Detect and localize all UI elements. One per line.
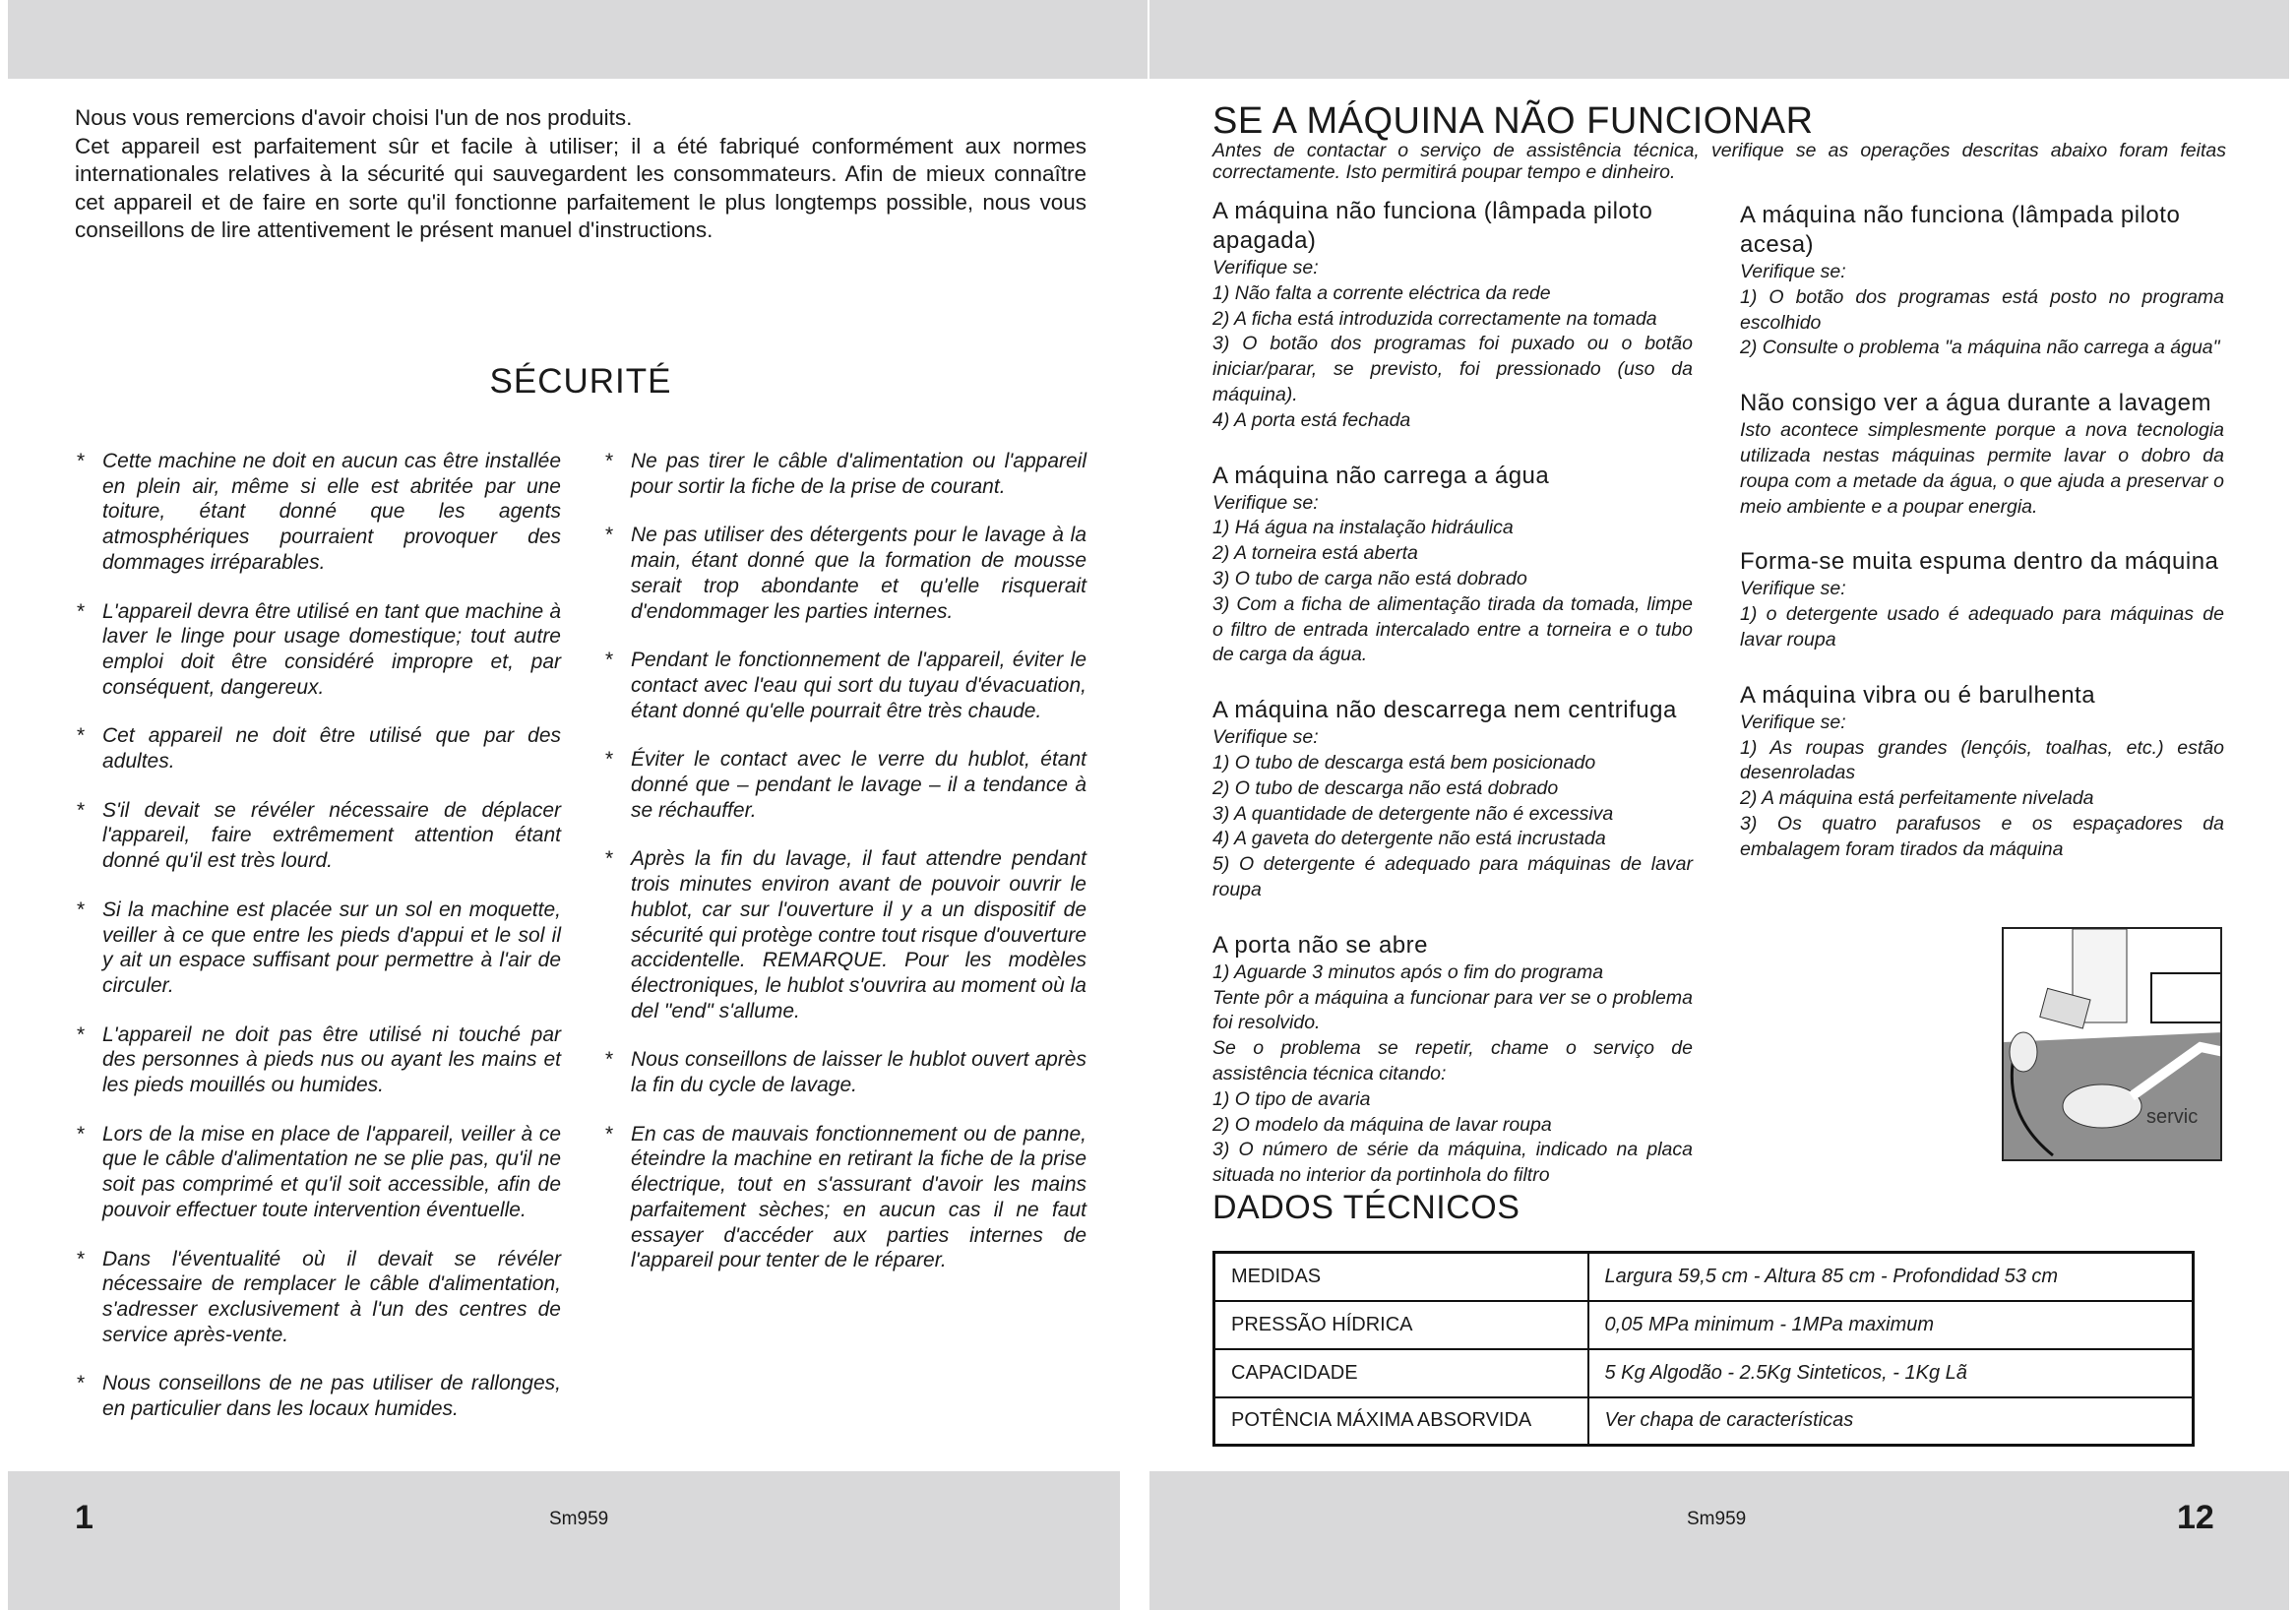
bullet-asterisk: *: [77, 798, 86, 822]
safety-item-text: Après la fin du lavage, il faut attendre pendant trois minutes environ avant de pouvoir ouvrir le hublot, car sur l'ouverture il y a un dispositif de sécurité qui protège contre tout risque d'ouverture accidentelle. REMARQUE. Pour les modèles électroniques, le hublot s'ouvrira au moment où la del "end" s'allume.: [631, 847, 1086, 1022]
tech-row: [1214, 1349, 2194, 1397]
section-line: Isto acontece simplesmente porque a nova tecnologia utilizada nestas máquinas permite lavar o dobro da roupa com a metade da água, o que ajuda a preservar o meio ambiente e a poupar energia.: [1740, 419, 2224, 518]
safety-item: [77, 1371, 561, 1421]
intro-paragraph: Cet appareil est parfaitement sûr et facile à utiliser; il a été fabriqué conformément aux normes internationales relatives à la sécurité qui sauvegardent les consommateurs. Afin de mieux connaître cet appareil et de faire en sorte qu'il fonctionne parfaitement le plus longtemps possible, nous vous conseillons de lire attentivement le présent manuel d'instructions.: [75, 133, 1086, 242]
top-band-left: [8, 0, 1148, 79]
bullet-asterisk: *: [605, 524, 614, 547]
section-line: 4) A gaveta do detergente não está incrustada: [1212, 828, 1606, 850]
troubleshooting-section: [1212, 696, 1693, 903]
intro-line: Nous vous remercions d'avoir choisi l'un de nos produits.: [75, 105, 633, 130]
section-line: Verifique se:: [1212, 491, 1319, 514]
safety-item-text: Éviter le contact avec le verre du hublot, étant donné que – pendant le lavage – il a tendance à se réchauffer.: [631, 748, 1086, 822]
bullet-asterisk: *: [77, 724, 86, 748]
safety-item: [605, 747, 1086, 823]
safety-item-text: Pendant le fonctionnement de l'appareil, éviter le contact avec l'eau qui sort du tuyau d'évacuation, étant donné qu'elle pourrait être très chaude.: [631, 649, 1086, 722]
section-line: 1) o detergente usado é adequado para máquinas de lavar roupa: [1740, 603, 2224, 650]
tech-label: POTÊNCIA MÁXIMA ABSORVIDA: [1214, 1397, 1588, 1446]
safety-column-2: [605, 449, 1086, 1297]
safety-item: [605, 846, 1086, 1023]
section-line: 2) O modelo da máquina de lavar roupa: [1212, 1113, 1552, 1136]
safety-item: [77, 599, 561, 701]
safety-item-text: Nous conseillons de laisser le hublot ouvert après la fin du cycle de lavage.: [631, 1048, 1086, 1097]
bullet-asterisk: *: [77, 1022, 86, 1046]
section-heading: A máquina vibra ou é barulhenta: [1740, 681, 2096, 709]
section-line: 2) A ficha está introduzida correctamente na tomada: [1212, 307, 1657, 330]
intro-text: [75, 104, 1086, 245]
bullet-asterisk: *: [605, 847, 614, 871]
section-line: 2) Consulte o problema "a máquina não carrega a água": [1740, 337, 2220, 359]
section-line: 3) O número de série da máquina, indicado na placa situada no interior da portinhola do filtro: [1212, 1139, 1693, 1187]
illustration-caption: servic: [2146, 1106, 2199, 1128]
bottom-band-right: [1149, 1471, 2289, 1610]
section-heading: A máquina não descarrega nem centrifuga: [1212, 697, 1677, 724]
page-number-left: 1: [75, 1499, 93, 1536]
safety-item-text: Cette machine ne doit en aucun cas être installée en plein air, même si elle est abritée par une toiture, étant donné que les agents atmosphériques pourraient provoquer des dommages irréparables.: [102, 450, 561, 574]
safety-item: [77, 798, 561, 874]
tech-row: [1214, 1397, 2194, 1446]
model-code-right: Sm959: [1687, 1509, 1747, 1529]
tech-data-heading: DADOS TÉCNICOS: [1212, 1189, 1520, 1226]
safety-item-text: L'appareil devra être utilisé en tant que machine à laver le linge pour usage domestique; tout autre emploi doit être considéré impropre et, par conséquent, dangereux.: [102, 599, 561, 699]
bullet-asterisk: *: [77, 1122, 86, 1146]
troubleshooting-intro: Antes de contactar o serviço de assistência técnica, verifique se as operações descritas abaixo foram feitas correctamente. Isto permitirá poupar tempo e dinheiro.: [1212, 140, 2226, 183]
section-line: Verifique se:: [1212, 726, 1319, 749]
tech-row: [1214, 1301, 2194, 1349]
section-line: 1) O tipo de avaria: [1212, 1087, 1371, 1110]
tech-value: 0,05 MPa minimum - 1MPa maximum: [1588, 1301, 2194, 1349]
section-line: 1) O tubo de descarga está bem posicionado: [1212, 751, 1596, 774]
troubleshooting-section: [1740, 389, 2224, 520]
safety-item: [605, 523, 1086, 624]
troubleshooting-section: [1740, 547, 2224, 652]
section-line: 2) A máquina está perfeitamente nivelada: [1740, 787, 2094, 810]
section-heading: Não consigo ver a água durante a lavagem: [1740, 390, 2211, 417]
troubleshooting-section: [1212, 462, 1693, 669]
section-heading: Forma-se muita espuma dentro da máquina: [1740, 548, 2219, 576]
safety-item: [77, 1247, 561, 1348]
section-line: 1) Há água na instalação hidráulica: [1212, 517, 1514, 539]
section-line: 3) O tubo de carga não está dobrado: [1212, 567, 1527, 589]
bullet-asterisk: *: [77, 1372, 86, 1395]
tech-label: MEDIDAS: [1214, 1253, 1588, 1301]
safety-column-1: [77, 449, 561, 1446]
section-line: 1) O botão dos programas está posto no programa escolhido: [1740, 285, 2224, 334]
safety-item-text: Dans l'éventualité où il devait se révéler nécessaire de remplacer le câble d'alimentation, s'adresser exclusivement à l'un des centres de service après-vente.: [102, 1247, 561, 1346]
bullet-asterisk: *: [77, 1247, 86, 1270]
bullet-asterisk: *: [605, 450, 614, 472]
service-call-illustration: [2002, 927, 2222, 1161]
section-line: 3) A quantidade de detergente não é excessiva: [1212, 802, 1614, 825]
bottom-band-left: [8, 1471, 1120, 1610]
safety-item: [605, 1122, 1086, 1273]
troubleshooting-section: [1740, 201, 2224, 361]
safety-item-text: Ne pas utiliser des détergents pour le lavage à la main, étant donné que la formation de mousse serait trop abondante et qu'elle risquerait d'endommager les parties internes.: [631, 524, 1086, 623]
tech-row: [1214, 1253, 2194, 1301]
section-line: 5) O detergente é adequado para máquinas de lavar roupa: [1212, 853, 1693, 900]
safety-item: [605, 648, 1086, 723]
section-line: Tente pôr a máquina a funcionar para ver se o problema foi resolvido.: [1212, 986, 1693, 1034]
section-line: 1) As roupas grandes (lençóis, toalhas, etc.) estão desenroladas: [1740, 736, 2224, 784]
troubleshooting-section: [1740, 681, 2224, 863]
section-line: 4) A porta está fechada: [1212, 408, 1411, 431]
section-heading: A máquina não funciona (lâmpada piloto apagada): [1212, 198, 1653, 254]
section-line: 3) Os quatro parafusos e os espaçadores da embalagem foram tirados da máquina: [1740, 812, 2224, 860]
tech-value: 5 Kg Algodão - 2.5Kg Sinteticos, - 1Kg Lã: [1588, 1349, 2194, 1397]
section-line: 3) Com a ficha de alimentação tirada da tomada, limpe o filtro de entrada intercalado entre a torneira e o tubo de carga da água.: [1212, 592, 1693, 666]
safety-item-text: Cet appareil ne doit être utilisé que par des adultes.: [102, 724, 561, 774]
section-line: Verifique se:: [1740, 261, 1846, 282]
safety-item-text: En cas de mauvais fonctionnement ou de panne, éteindre la machine en retirant la fiche de la prise électrique, tout en s'assurant d'avoir les mains parfaitement sèches; en aucun cas il ne faut essayer d'accéder aux parties internes de l'appareil pour tenter de le réparer.: [631, 1122, 1086, 1272]
troubleshooting-section: [1212, 931, 1693, 1189]
tech-data-table: [1212, 1251, 2195, 1447]
model-code-left: Sm959: [549, 1509, 609, 1529]
troubleshooting-title: SE A MÁQUINA NÃO FUNCIONAR: [1212, 100, 1814, 142]
page-number-right: 12: [2177, 1499, 2214, 1536]
section-line: Verifique se:: [1740, 578, 1846, 600]
section-line: 1) Não falta a corrente eléctrica da rede: [1212, 281, 1551, 304]
section-line: Verifique se:: [1212, 257, 1319, 279]
safety-item: [77, 1122, 561, 1223]
safety-item-text: Ne pas tirer le câble d'alimentation ou l'appareil pour sortir la fiche de la prise de courant.: [631, 450, 1086, 498]
troubleshooting-column-b: [1740, 201, 2224, 891]
section-heading: A porta não se abre: [1212, 931, 1428, 959]
safety-item: [77, 723, 561, 774]
section-line: 3) O botão dos programas foi puxado ou o botão iniciar/parar, se previsto, foi pressionado (uso da máquina).: [1212, 333, 1693, 405]
troubleshooting-section: [1212, 197, 1693, 434]
safety-item: [77, 449, 561, 576]
section-line: 2) O tubo de descarga não está dobrado: [1212, 776, 1559, 799]
bullet-asterisk: *: [605, 748, 614, 772]
safety-item-text: Nous conseillons de ne pas utiliser de rallonges, en particulier dans les locaux humides.: [102, 1372, 561, 1421]
securite-heading: SÉCURITÉ: [489, 362, 672, 401]
tech-label: PRESSÃO HÍDRICA: [1214, 1301, 1588, 1349]
safety-item: [77, 1022, 561, 1098]
safety-item-text: Lors de la mise en place de l'appareil, veiller à ce que le câble d'alimentation ne se plie pas, qu'il ne soit pas comprimé et qu'il soit accessible, afin de pouvoir effectuer toute intervention éventuelle.: [102, 1122, 561, 1221]
section-heading: A máquina não carrega a água: [1212, 462, 1550, 489]
section-line: Verifique se:: [1740, 711, 1846, 733]
safety-item: [77, 898, 561, 999]
safety-item: [605, 1047, 1086, 1097]
safety-item-text: L'appareil ne doit pas être utilisé ni touché par des personnes à pieds nus ou ayant les mains et les pieds mouillés ou humides.: [102, 1022, 561, 1097]
tech-label: CAPACIDADE: [1214, 1349, 1588, 1397]
safety-item-text: S'il devait se révéler nécessaire de déplacer l'appareil, faire extrêmement attention étant donné qu'il est très lourd.: [102, 798, 561, 873]
top-band-right: [1149, 0, 2289, 79]
bullet-asterisk: *: [77, 898, 86, 921]
section-line: 2) A torneira está aberta: [1212, 542, 1418, 565]
troubleshooting-column-a: [1212, 197, 1693, 1216]
tech-value: Ver chapa de características: [1588, 1397, 2194, 1446]
section-heading: A máquina não funciona (lâmpada piloto acesa): [1740, 202, 2181, 258]
bullet-asterisk: *: [77, 450, 86, 472]
section-line: 1) Aguarde 3 minutos após o fim do programa: [1212, 960, 1604, 983]
safety-item-text: Si la machine est placée sur un sol en moquette, veiller à ce que entre les pieds d'appui et le sol il y ait un espace suffisant pour permettre à l'air de circuler.: [102, 898, 561, 997]
section-line: Se o problema se repetir, chame o serviço de assistência técnica citando:: [1212, 1037, 1693, 1084]
tech-value: Largura 59,5 cm - Altura 85 cm - Profondidad 53 cm: [1588, 1253, 2194, 1301]
bullet-asterisk: *: [605, 1122, 614, 1146]
bullet-asterisk: *: [605, 649, 614, 672]
bullet-asterisk: *: [605, 1048, 614, 1072]
safety-item: [605, 449, 1086, 499]
bullet-asterisk: *: [77, 599, 86, 623]
